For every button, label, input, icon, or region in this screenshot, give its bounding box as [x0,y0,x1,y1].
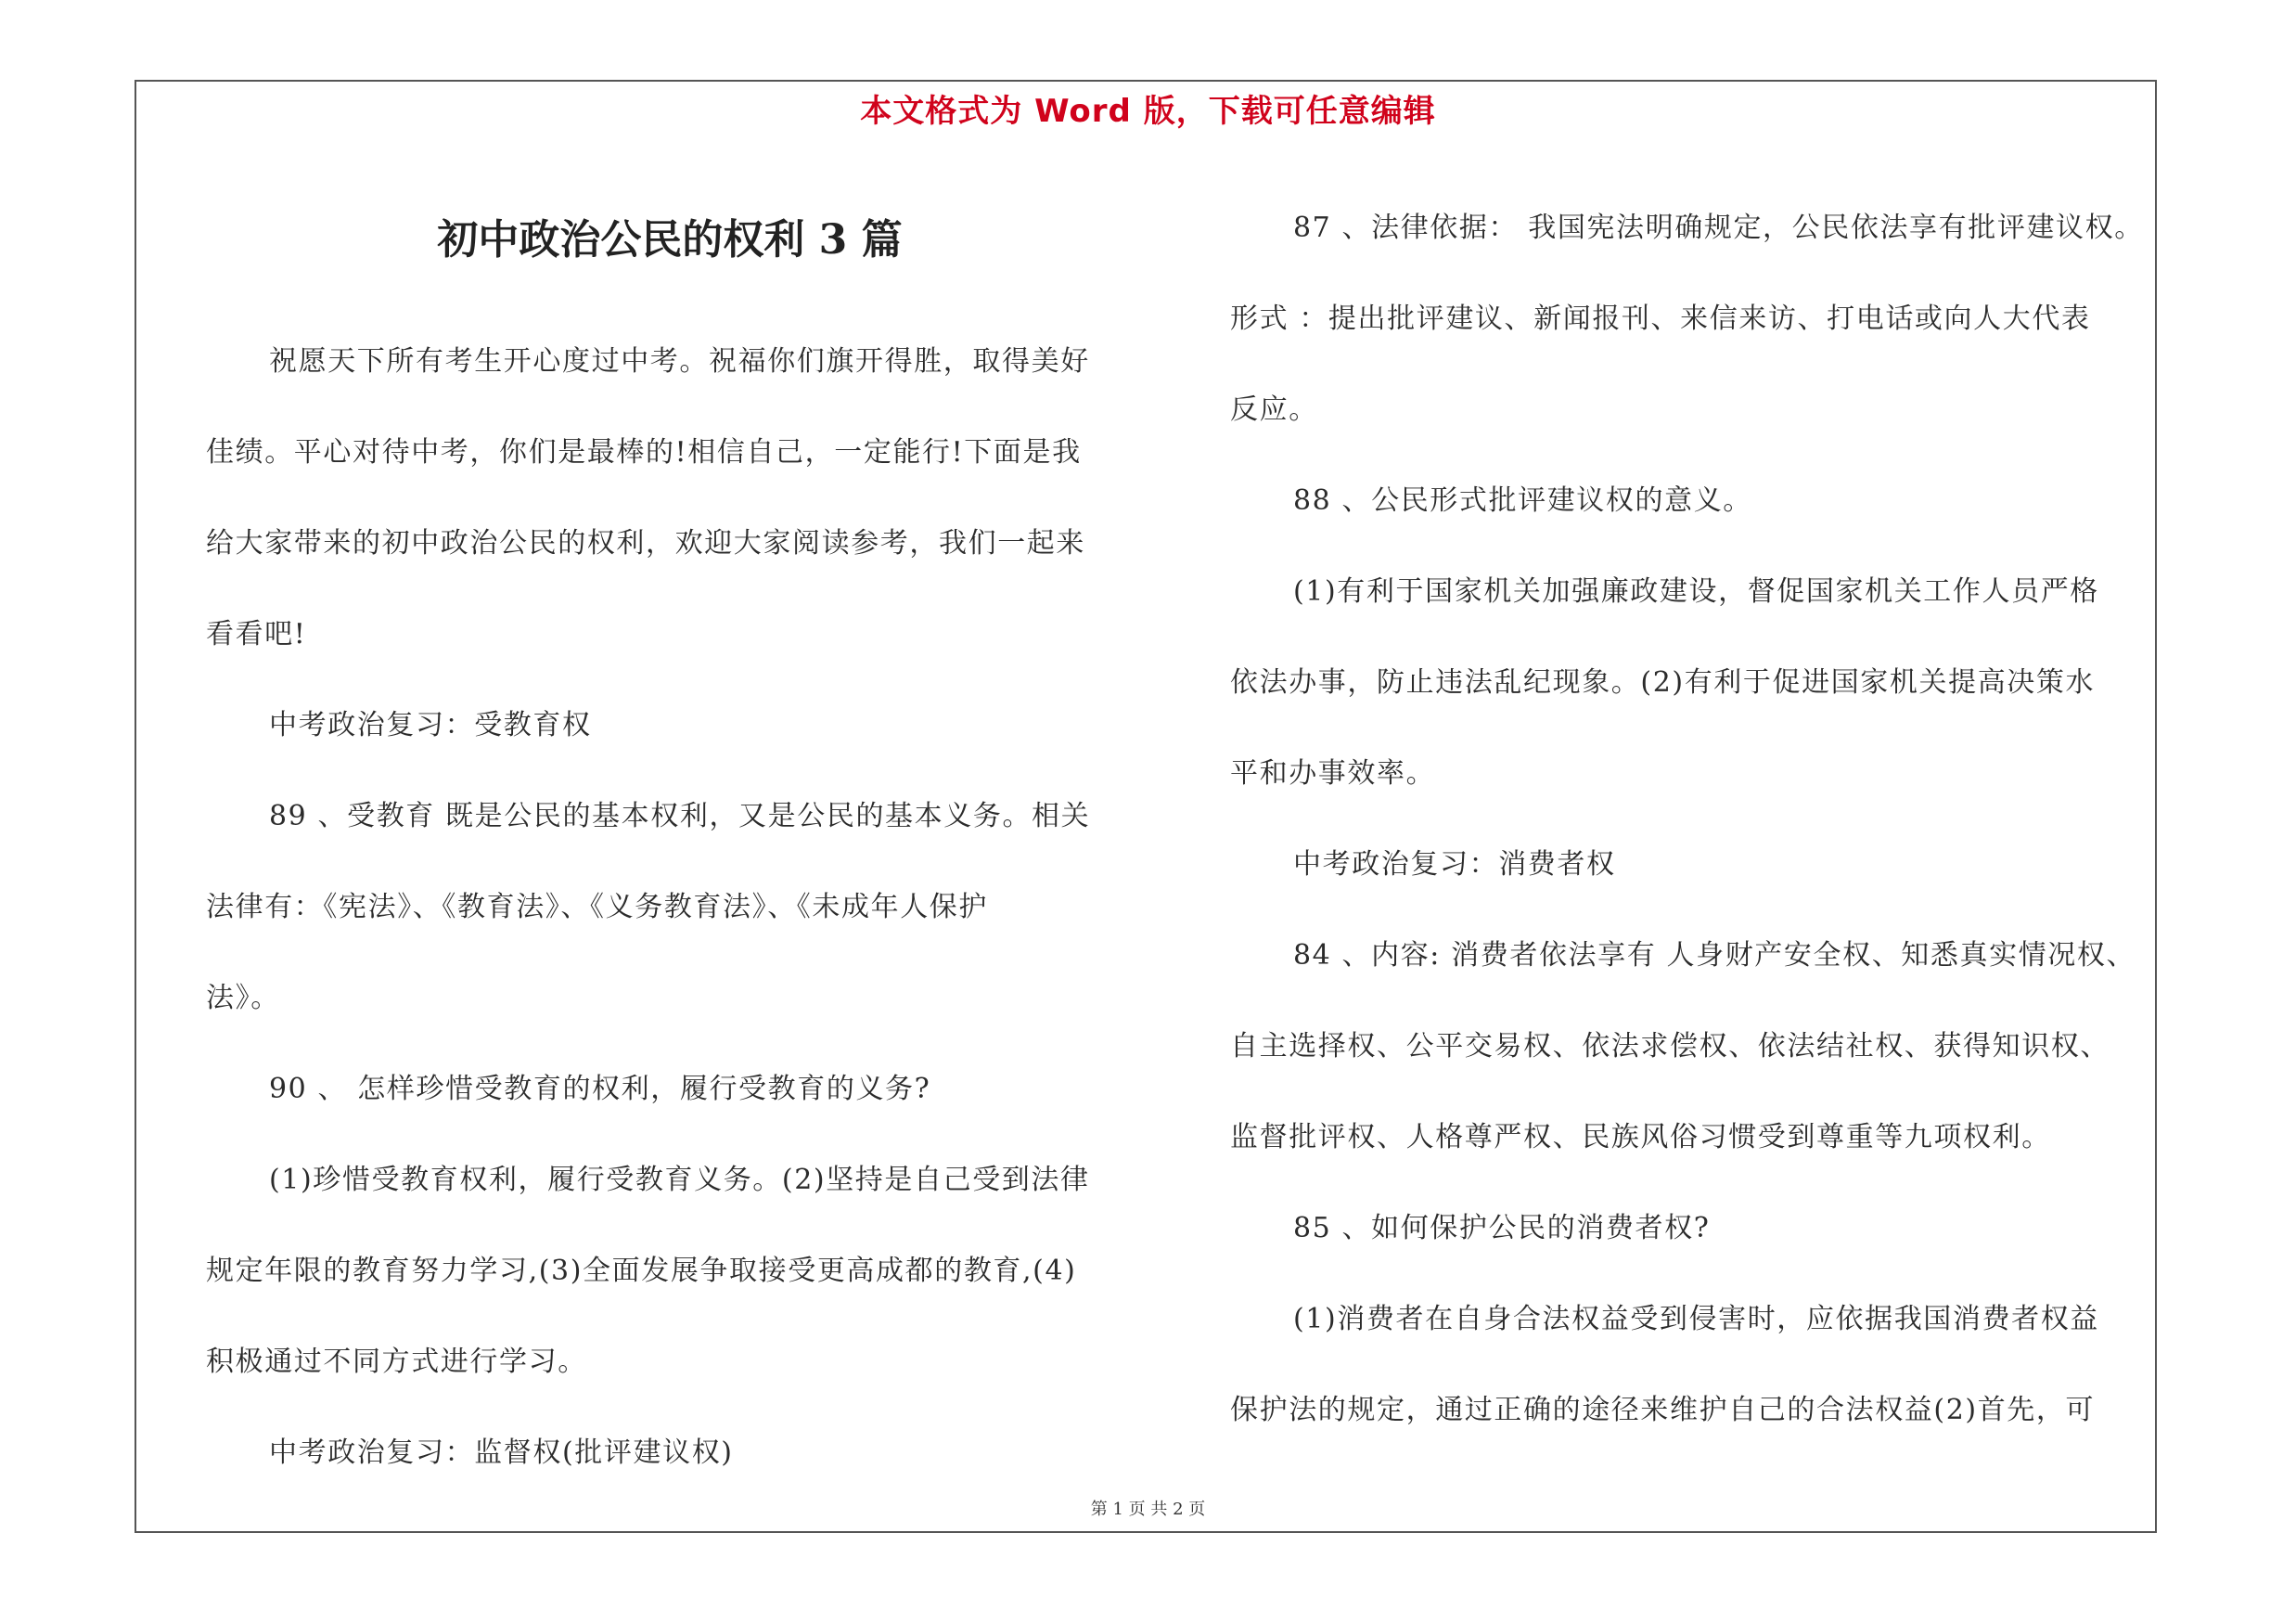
text-line: 依法办事，防止违法乱纪现象。(2)有利于促进国家机关提高决策水 [1230,666,2096,699]
text-line: 保护法的规定，通过正确的途径来维护自己的合法权益(2)首先，可 [1230,1394,2096,1426]
text-line: (1)消费者在自身合法权益受到侵害时，应依据我国消费者权益 [1293,1303,2099,1335]
text-line: 看看吧! [206,618,307,650]
text-line: 87 、法律依据： 我国宪法明确规定，公民依法享有批评建议权。 [1293,212,2144,244]
text-line: 中考政治复习：消费者权 [1293,848,1616,881]
text-line: 89 、受教育 既是公民的基本权利，又是公民的基本义务。相关 [269,800,1091,832]
text-line: (1)珍惜受教育权利，履行受教育义务。(2)坚持是自己受到法律 [269,1164,1090,1196]
text-line: 积极通过不同方式进行学习。 [206,1346,587,1378]
text-line: 中考政治复习：受教育权 [269,709,592,741]
format-notice-banner: 本文格式为 Word 版，下载可任意编辑 [860,93,1436,130]
text-line: 给大家带来的初中政治公民的权利，欢迎大家阅读参考，我们一起来 [206,527,1085,560]
text-line: 佳绩。平心对待中考，你们是最棒的!相信自己，一定能行!下面是我 [206,436,1082,469]
text-line: 监督批评权、人格尊严权、民族风俗习惯受到尊重等九项权利。 [1230,1121,2051,1153]
text-line: 88 、公民形式批评建议权的意义。 [1293,484,1752,517]
right-column [1230,183,2158,1456]
text-line: 规定年限的教育努力学习,(3)全面发展争取接受更高成都的教育,(4) [206,1255,1077,1287]
text-line: 90 、 怎样珍惜受教育的权利，履行受教育的义务? [269,1073,931,1105]
text-line: 反应。 [1230,393,1318,426]
text-line: 85 、如何保护公民的消费者权? [1293,1212,1711,1244]
text-line: 自主选择权、公平交易权、依法求偿权、依法结社权、获得知识权、 [1230,1030,2110,1063]
left-column [206,316,1134,1499]
text-line: 平和办事效率。 [1230,757,1436,790]
text-line: 形式 ：提出批评建议、新闻报刊、来信来访、打电话或向人大代表 [1230,303,2091,335]
text-line: 法》。 [206,982,280,1014]
text-line: 中考政治复习：监督权(批评建议权) [269,1436,734,1469]
text-line: 法律有：《宪法》、《教育法》、《义务教育法》、《未成年人保护 [206,891,988,923]
text-line: 祝愿天下所有考生开心度过中考。祝福你们旗开得胜，取得美好 [269,345,1090,378]
text-line: (1)有利于国家机关加强廉政建设，督促国家机关工作人员严格 [1293,575,2099,608]
text-line: 84 、内容: 消费者依法享有 人身财产安全权、知悉真实情况权、 [1293,939,2136,972]
document-title: 初中政治公民的权利 3 篇 [437,216,903,264]
page-number-footer: 第 1 页 共 2 页 [1090,1500,1206,1519]
